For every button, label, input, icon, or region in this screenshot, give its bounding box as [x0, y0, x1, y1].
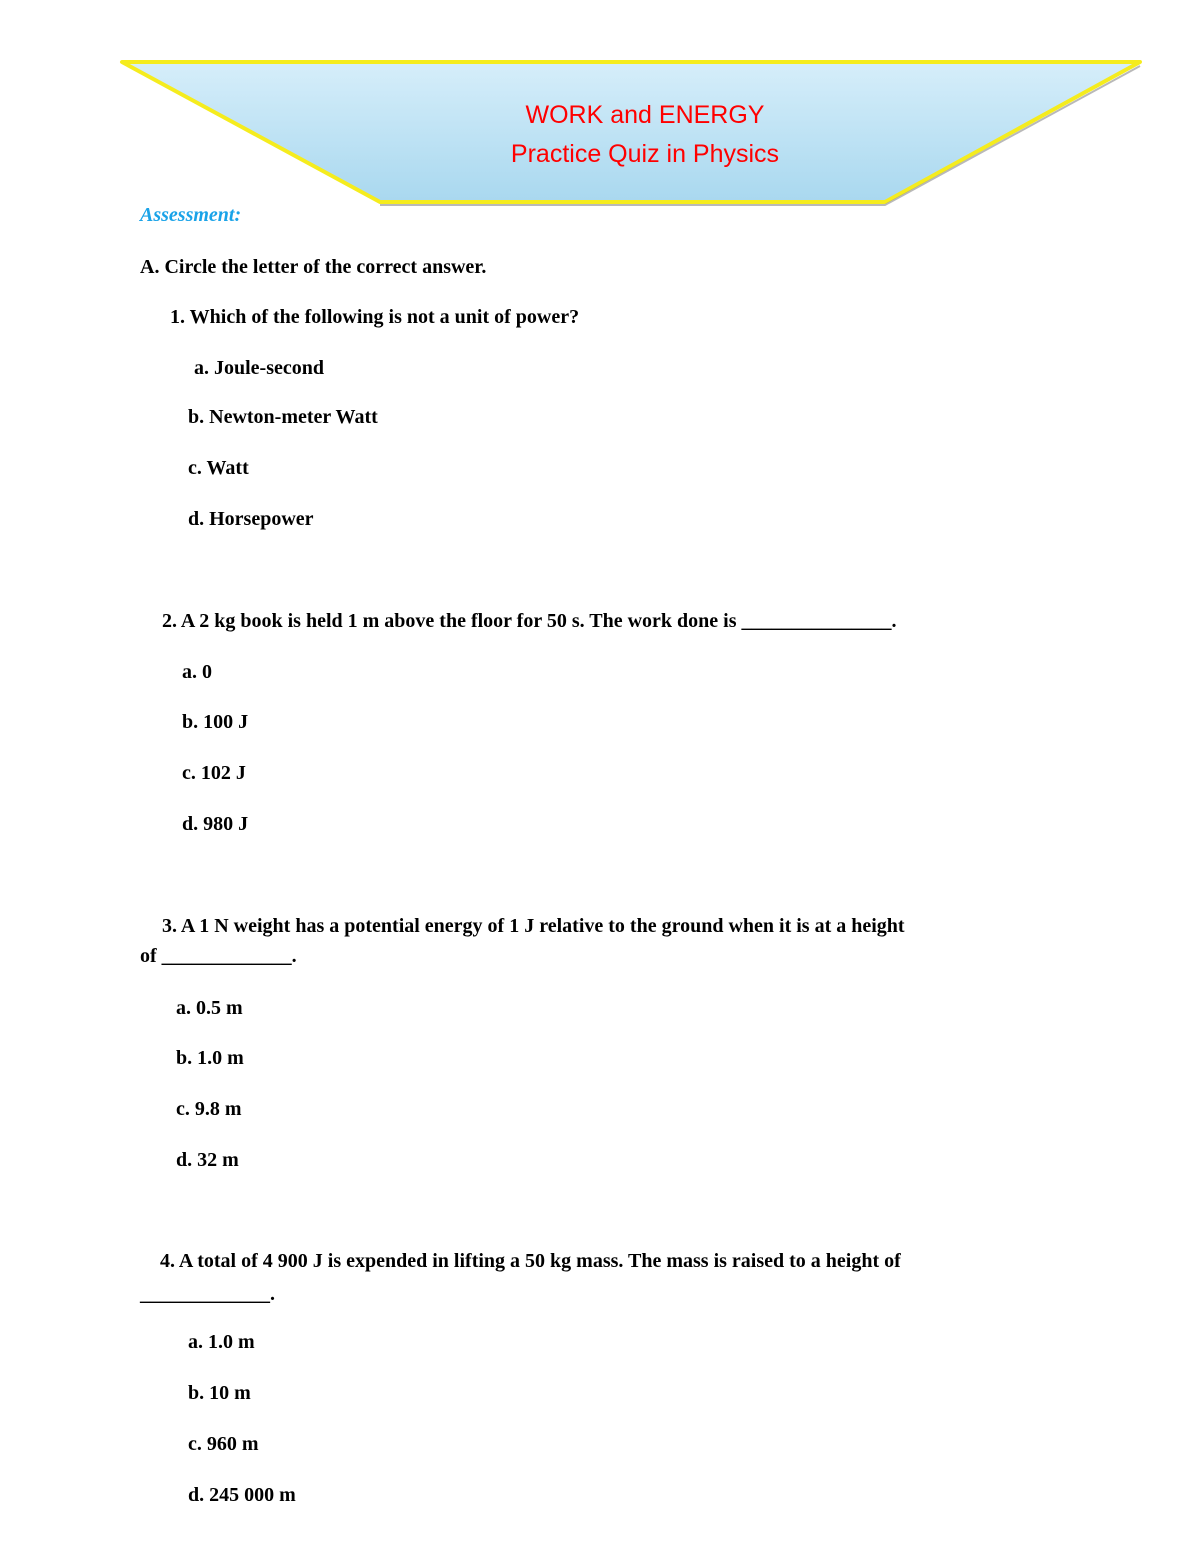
question-3-choice-d[interactable]: d. 32 m [176, 1149, 239, 1171]
question-1-choice-d[interactable]: d. Horsepower [188, 508, 314, 530]
question-3-stem-continuation: of _____________. [140, 945, 297, 967]
question-3-choice-c[interactable]: c. 9.8 m [176, 1098, 242, 1120]
page-title: WORK and ENERGY [525, 101, 765, 129]
question-4-choice-b[interactable]: b. 10 m [188, 1382, 251, 1404]
question-4-choice-c[interactable]: c. 960 m [188, 1433, 259, 1455]
title-banner [110, 52, 1150, 212]
question-2-choice-d[interactable]: d. 980 J [182, 813, 249, 835]
question-4-choice-a[interactable]: a. 1.0 m [188, 1331, 255, 1353]
question-1-stem: 1. Which of the following is not a unit of power? [170, 306, 580, 328]
question-4-choice-d[interactable]: d. 245 000 m [188, 1484, 296, 1506]
assessment-label: Assessment: [140, 204, 242, 226]
question-2-stem: 2. A 2 kg book is held 1 m above the floor for 50 s. The work done is _______________. [162, 610, 897, 632]
question-2-choice-b[interactable]: b. 100 J [182, 711, 249, 733]
question-4-stem: 4. A total of 4 900 J is expended in lifting a 50 kg mass. The mass is raised to a height of [160, 1250, 901, 1272]
section-a-instruction: A. Circle the letter of the correct answer. [140, 256, 487, 278]
banner-shape [122, 62, 1140, 202]
question-1-choice-b[interactable]: b. Newton-meter Watt [188, 406, 378, 428]
question-3-stem: 3. A 1 N weight has a potential energy of 1 J relative to the ground when it is at a height [162, 915, 905, 937]
question-1-choice-a[interactable]: a. Joule-second [194, 357, 324, 379]
question-1-choice-c[interactable]: c. Watt [188, 457, 249, 479]
question-3-choice-a[interactable]: a. 0.5 m [176, 997, 243, 1019]
question-2-choice-a[interactable]: a. 0 [182, 661, 212, 683]
question-4-stem-continuation: _____________. [140, 1283, 275, 1305]
page-subtitle: Practice Quiz in Physics [510, 140, 780, 168]
question-2-choice-c[interactable]: c. 102 J [182, 762, 246, 784]
question-3-choice-b[interactable]: b. 1.0 m [176, 1047, 244, 1069]
